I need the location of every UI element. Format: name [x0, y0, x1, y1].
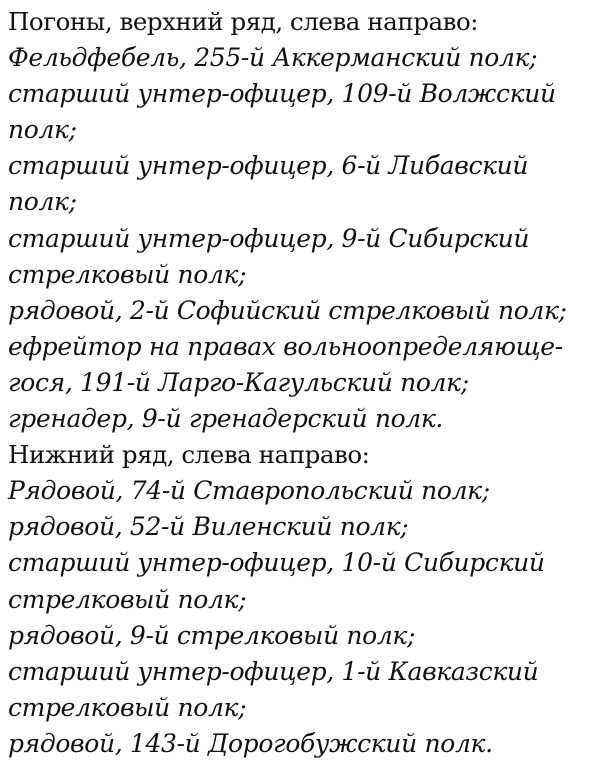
caption-line: гося, 191-й Ларго-Кагульский полк;: [8, 367, 469, 397]
caption-line: стрелковый полк;: [8, 259, 247, 289]
top-row-heading: Погоны, верхний ряд, слева направо:: [8, 7, 479, 36]
caption-line: стрелковый полк;: [8, 584, 247, 614]
bottom-row-heading: Нижний ряд, слева направо:: [8, 440, 370, 470]
caption-line: старший унтер-офицер, 109-й Волжский: [8, 79, 556, 109]
caption-line: гренадер, 9-й гренадерский полк.: [8, 404, 444, 434]
epaulettes-caption: [8, 4, 598, 762]
caption-line: рядовой, 2-й Софийский стрелковый полк;: [8, 295, 567, 325]
caption-line: полк;: [8, 115, 77, 145]
caption-line: Рядовой, 74-й Ставропольский полк;: [8, 476, 490, 506]
caption-line: рядовой, 143-й Дорогобужский полк.: [8, 728, 493, 758]
caption-line: старший унтер-офицер, 10-й Сибирский: [8, 548, 545, 578]
caption-line: рядовой, 9-й стрелковый полк;: [8, 620, 416, 650]
caption-line: ефрейтор на правах вольноопределяюще-: [8, 331, 563, 361]
caption-line: старший унтер-офицер, 1-й Кавказский: [8, 656, 539, 686]
caption-line: стрелковый полк;: [8, 692, 247, 722]
caption-line: старший унтер-офицер, 9-й Сибирский: [8, 223, 530, 253]
caption-line: рядовой, 52-й Виленский полк;: [8, 512, 409, 542]
caption-line: Фельдфебель, 255-й Аккерманский полк;: [8, 43, 538, 73]
caption-line: полк;: [8, 187, 77, 217]
caption-line: старший унтер-офицер, 6-й Либавский: [8, 151, 529, 181]
